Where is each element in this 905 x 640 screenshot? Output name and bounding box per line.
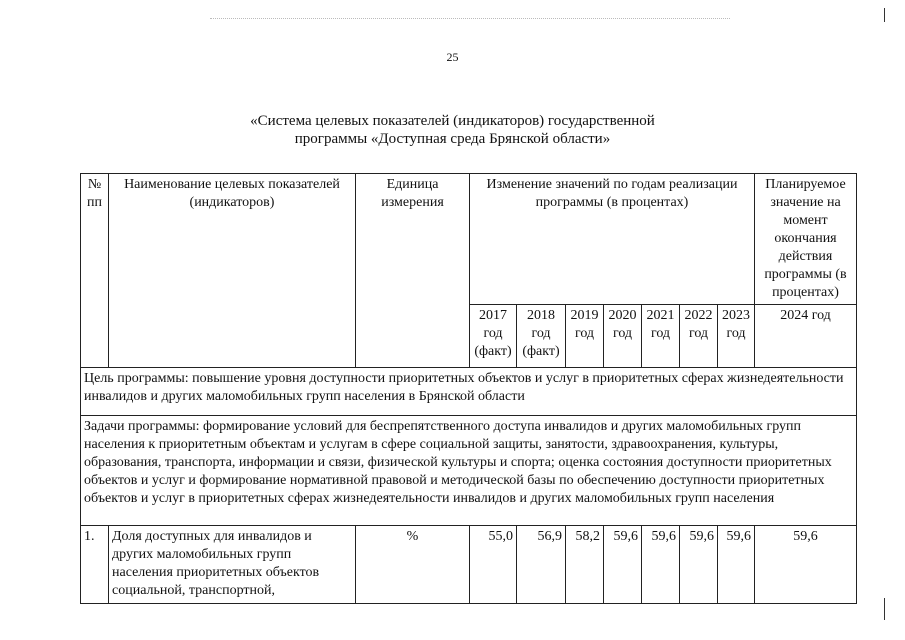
indicators-table — [80, 173, 857, 604]
final-year-header: 2024 год — [755, 305, 857, 368]
program-goal: Цель программы: повышение уровня доступности приоритетных объектов и услуг в приоритетных сферах жизнедеятельности инвалидов и других маломобильных групп населения в Брянской области — [81, 368, 857, 416]
row-planned: 59,6 — [755, 526, 857, 604]
row-value: 59,6 — [680, 526, 718, 604]
row-value: 56,9 — [517, 526, 566, 604]
year-header: 2023 год — [718, 305, 755, 368]
document-title-line: программы «Доступная среда Брянской области» — [294, 131, 611, 147]
scan-artifact-dots — [210, 18, 730, 20]
row-value: 59,6 — [718, 526, 755, 604]
year-header: 2022 год — [680, 305, 718, 368]
header-name: Наименование целевых показателей (индикаторов) — [109, 174, 356, 368]
year-header: 2020 год — [604, 305, 642, 368]
row-value: 59,6 — [604, 526, 642, 604]
table-row — [81, 526, 857, 604]
row-unit: % — [356, 526, 470, 604]
header-planned: Планируемое значение на момент окончания действия программы (в процентах) — [755, 174, 857, 305]
row-value: 59,6 — [642, 526, 680, 604]
document-title — [0, 112, 905, 148]
year-header: 2017 год (факт) — [470, 305, 517, 368]
scan-artifact-mark — [884, 598, 885, 620]
page-number: 25 — [446, 50, 459, 64]
year-header: 2018 год (факт) — [517, 305, 566, 368]
document-title-line: «Система целевых показателей (индикаторов) государственной — [250, 113, 655, 129]
header-num: № пп — [81, 174, 109, 368]
row-name: Доля доступных для инвалидов и других маломобильных групп населения приоритетных объектов социальной, транспортной, — [109, 526, 356, 604]
header-change: Изменение значений по годам реализации программы (в процентах) — [470, 174, 755, 305]
row-value: 58,2 — [566, 526, 604, 604]
program-tasks: Задачи программы: формирование условий для беспрепятственного доступа инвалидов и других маломобильных групп населения к приоритетным объектам и услугам в сфере социальной защиты, занятости, здравоохранения, культуры, образования, транспорта, информации и связи, физической культуры и спорта; оценка состояния доступности приоритетных объектов и услуг и формирование нормативной правовой и методической базы по обеспечению доступности приоритетных объектов и услуг в приоритетных сферах жизнедеятельности инвалидов и других маломобильных групп населения — [81, 416, 857, 526]
row-num: 1. — [81, 526, 109, 604]
header-unit: Единица измерения — [356, 174, 470, 368]
year-header: 2021 год — [642, 305, 680, 368]
scan-artifact-mark — [884, 8, 885, 22]
year-header: 2019 год — [566, 305, 604, 368]
row-value: 55,0 — [470, 526, 517, 604]
